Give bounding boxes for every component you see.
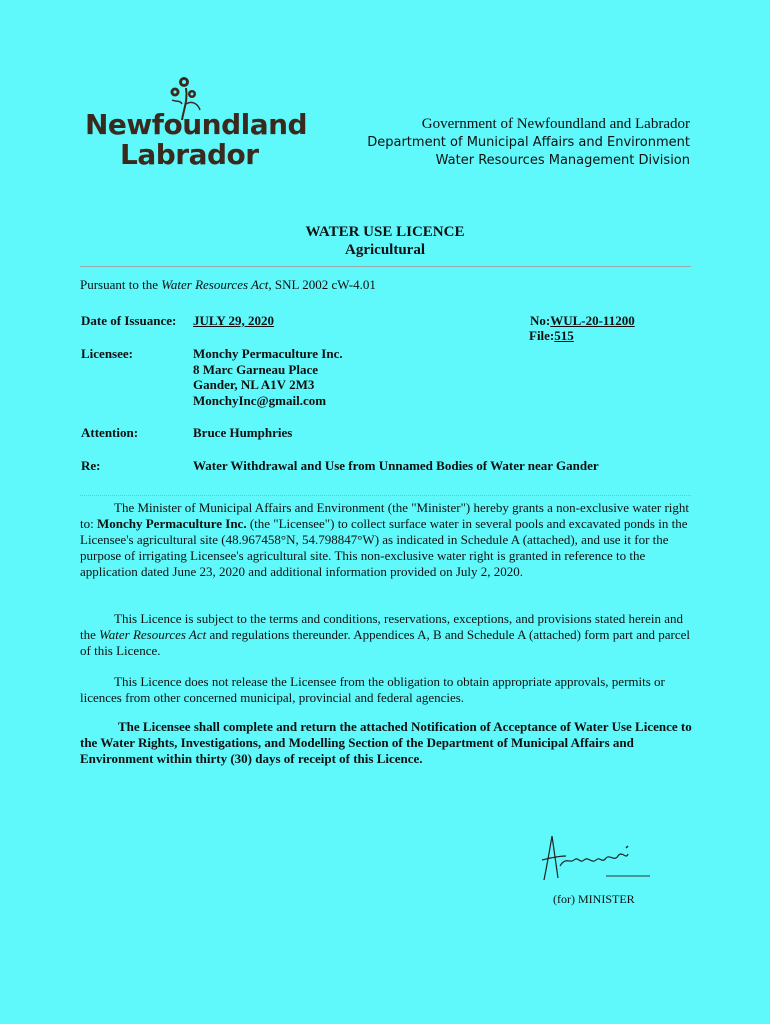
terms-text: This Licence is subject to the terms and conditions, reservations, exceptions, and provisions stated herein and the <box>80 611 683 642</box>
attention-label: Attention: <box>81 425 139 440</box>
government-name: Government of Newfoundland and Labrador <box>421 116 690 132</box>
licence-number <box>530 313 635 329</box>
licensee-address-line1: 8 Marc Garneau Place <box>193 361 319 377</box>
re-label: Re: <box>81 458 101 473</box>
attention-value: Bruce Humphries <box>193 425 293 440</box>
terms-act: Water Resources Act <box>99 627 207 642</box>
divider <box>80 266 691 267</box>
grant-text: The Minister of Municipal Affairs and Environment (the "Minister") hereby grants a non-exclusive water right to: <box>80 500 689 531</box>
grant-paragraph <box>80 500 692 580</box>
file-number-value: 515 <box>554 328 574 343</box>
licence-number-value: WUL-20-11200 <box>550 313 635 328</box>
grant-text-continued: (the "Licensee") to collect surface water in several pools and excavated ponds in the Licensee's agricultural site (48.967458°N, 54.798847°W) as indicated in Schedule A (attached), and use it for the purpose of irrigating Licensee's agricultural site. This non-exclusive water right is granted in reference to the application dated June 23, 2020 and additional information provided on July 2, 2020. <box>80 516 688 579</box>
logo-text-labrador: Labrador <box>120 138 259 171</box>
pursuant-act: Water Resources Act <box>161 277 269 292</box>
pursuant-statement <box>80 277 376 293</box>
acceptance-paragraph: The Licensee shall complete and return the attached Notification of Acceptance of Water Use Licence to the Water Rights, Investigations, and Modelling Section of the Department of Municipal Affairs and Environment within thirty (30) days of receipt of this Licence. <box>80 719 692 766</box>
document-title: WATER USE LICENCE <box>305 224 465 240</box>
file-number <box>529 328 574 344</box>
obligation-paragraph: This Licence does not release the Licensee from the obligation to obtain appropriate approvals, permits or licences from other concerned municipal, provincial and federal agencies. <box>80 674 665 705</box>
newfoundland-labrador-logo <box>82 74 308 174</box>
division-name: Water Resources Management Division <box>435 153 690 168</box>
date-of-issuance-value: JULY 29, 2020 <box>193 313 275 328</box>
terms-text-continued: and regulations thereunder. Appendices A, B and Schedule A (attached) form part and parcel of this Licence. <box>80 627 690 658</box>
signature-caption: (for) MINISTER <box>553 892 635 906</box>
minister-signature <box>536 830 656 885</box>
file-number-label: File: <box>529 328 555 343</box>
licensee-name: Monchy Permaculture Inc. <box>193 346 343 361</box>
licensee-label: Licensee: <box>81 346 133 361</box>
pursuant-prefix: Pursuant to the <box>80 277 162 292</box>
department-name: Department of Municipal Affairs and Environment <box>367 135 690 150</box>
licensee-address-line2: Gander, NL A1V 2M3 <box>193 377 315 392</box>
date-of-issuance-label: Date of Issuance: <box>81 313 177 328</box>
divider <box>80 495 691 496</box>
licence-number-label: No: <box>530 313 551 328</box>
grant-licensee-name: Monchy Permaculture Inc. <box>96 516 247 531</box>
pursuant-suffix: , SNL 2002 cW-4.01 <box>268 277 376 292</box>
licensee-block <box>193 346 343 408</box>
logo-text-newfoundland: Newfoundland <box>85 108 308 141</box>
re-value: Water Withdrawal and Use from Unnamed Bodies of Water near Gander <box>193 458 599 473</box>
licensee-email: MonchyInc@gmail.com <box>193 392 327 408</box>
document-subtitle: Agricultural <box>345 242 425 258</box>
terms-paragraph <box>80 611 692 659</box>
